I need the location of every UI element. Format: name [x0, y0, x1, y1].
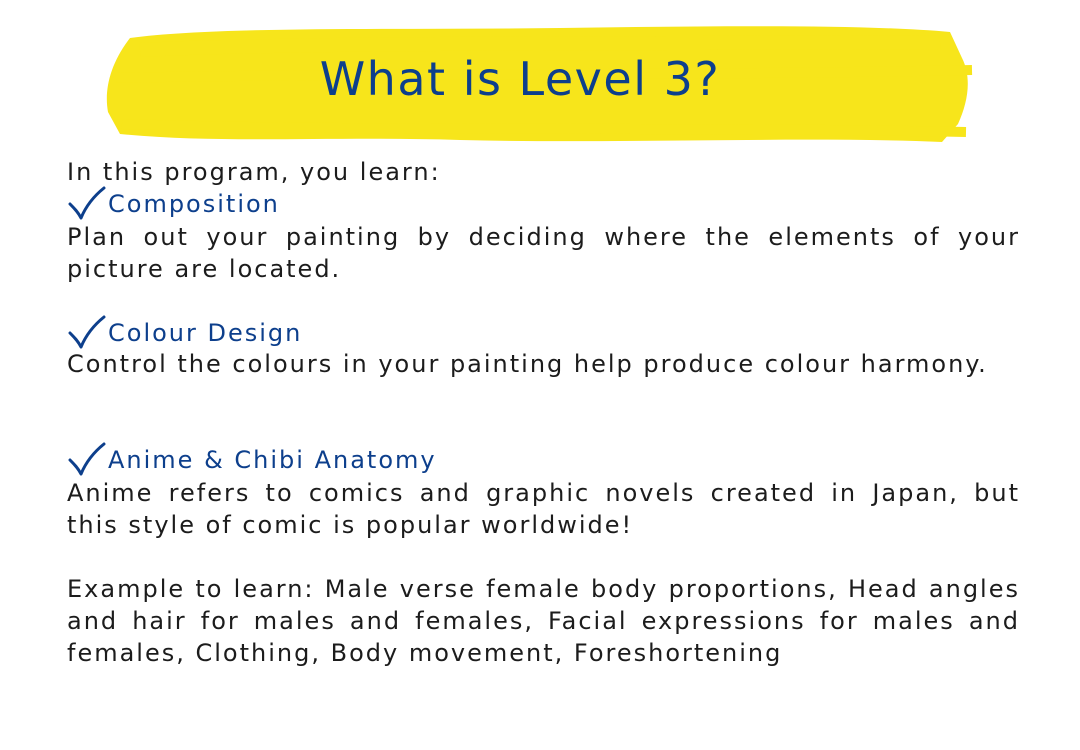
page-title: What is Level 3?: [319, 52, 721, 106]
section-description-colour-design: Control the colours in your painting help produce colour harmony.: [67, 350, 988, 378]
section-title-composition: Composition: [108, 190, 280, 218]
section-description-composition: Plan out your painting by deciding where the elements of your picture are located.: [67, 223, 1020, 283]
checkmark-icon: [66, 184, 106, 224]
checkmark-icon: [66, 313, 106, 353]
section-title-colour-design: Colour Design: [108, 319, 303, 347]
section-description-anime: Anime refers to comics and graphic novels created in Japan, but this style of comic is popular worldwide!: [67, 479, 1020, 539]
intro-text: In this program, you learn:: [67, 158, 441, 186]
checkmark-icon: [66, 440, 106, 480]
section-title-anime: Anime & Chibi Anatomy: [108, 446, 437, 474]
example-text: Example to learn: Male verse female body proportions, Head angles and hair for males and females, Facial expressions for males and females, Clothing, Body movement, Foreshortening: [67, 575, 1020, 667]
